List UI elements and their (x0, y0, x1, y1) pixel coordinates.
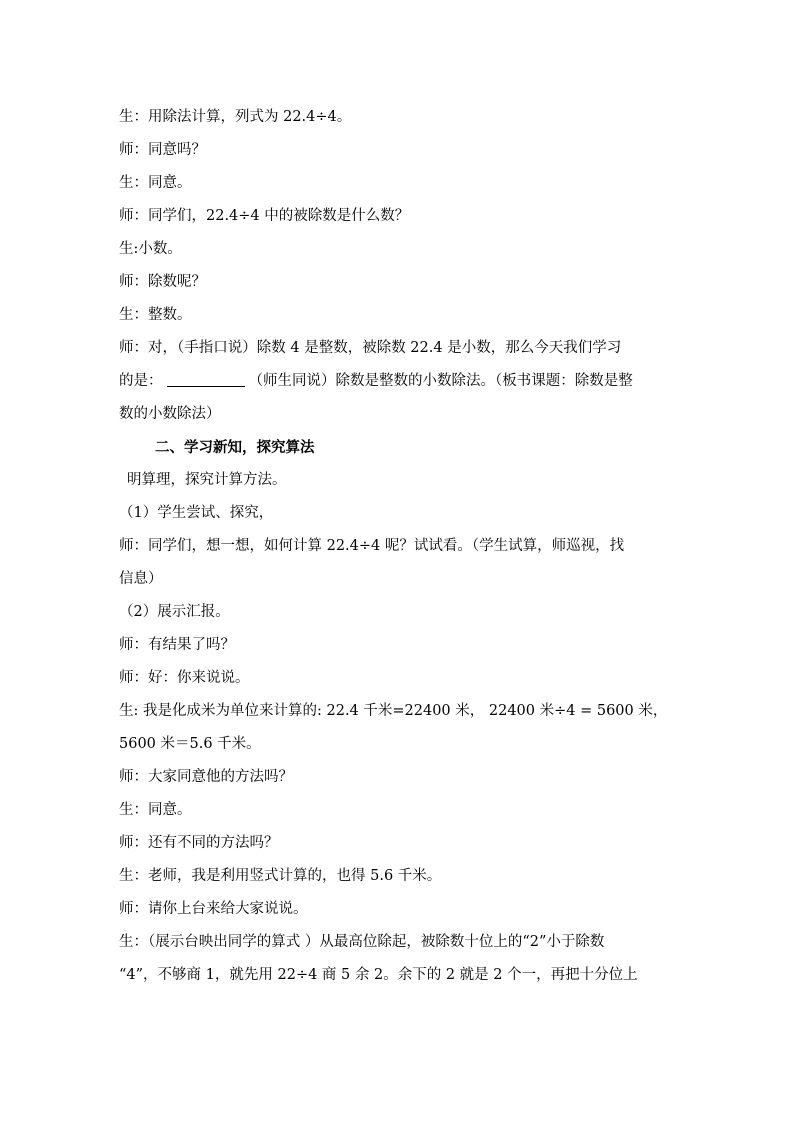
dialogue-line: 信息） (119, 571, 163, 587)
blank-suffix: （师生同说）除数是整数的小数除法。（板书课题：除数是整 (248, 373, 633, 389)
blank-prefix: 的是： (119, 373, 163, 389)
dialogue-line: 生：用除法计算，列式为 22.4÷4。 (119, 109, 352, 125)
dialogue-line-with-blank (119, 365, 675, 398)
dialogue-line: 师：同学们，22.4÷4 中的被除数是什么数？ (119, 208, 410, 224)
dialogue-line: 师：有结果了吗？ (119, 637, 235, 653)
dialogue-line: 师：对，（手指口说）除数 4 是整数，被除数 22.4 是小数，那么今天我们学习 (119, 340, 622, 356)
dialogue-line: 生：（展示台映出同学的算式 ）从最高位除起，被除数十位上的“2”小于除数 (119, 934, 605, 950)
dialogue-line: 师：同意吗？ (119, 142, 206, 158)
dialogue-line: 师：请你上台来给大家说说。 (119, 901, 308, 917)
section-heading: 二、学习新知，探究算法 (155, 439, 315, 456)
dialogue-line: 师：还有不同的方法吗？ (119, 835, 279, 851)
dialogue-line: 5600 米＝5.6 千米。 (119, 736, 261, 752)
dialogue-line: 师：同学们，想一想，如何计算 22.4÷4 呢？试试看。（学生试算，师巡视，找 (119, 538, 625, 554)
fill-in-blank (167, 372, 245, 387)
dialogue-line: （1）学生尝试、探究， (119, 505, 274, 521)
dialogue-line: 明算理，探究计算方法。 (127, 472, 287, 488)
dialogue-line: 生：同意。 (119, 802, 192, 818)
dialogue-line: 生: 我是化成米为单位来计算的: 22.4 千米=22400 米， 22400 米÷4 = 5600 米， (119, 703, 668, 719)
document-body (119, 101, 675, 992)
dialogue-line: 生：同意。 (119, 175, 192, 191)
dialogue-line: 师：大家同意他的方法吗？ (119, 769, 293, 785)
dialogue-line: 生:小数。 (119, 241, 182, 257)
dialogue-line: “4”，不够商 1，就先用 22÷4 商 5 余 2。余下的 2 就是 2 个一，再把十分位上 (119, 967, 638, 983)
dialogue-line: 生：老师，我是利用竖式计算的，也得 5.6 千米。 (119, 868, 442, 884)
dialogue-line: 生：整数。 (119, 307, 192, 323)
dialogue-line: 师：好：你来说说。 (119, 670, 250, 686)
dialogue-line: （2）展示汇报。 (119, 604, 230, 620)
dialogue-line: 师：除数呢？ (119, 274, 206, 290)
dialogue-line: 数的小数除法） (119, 406, 221, 422)
